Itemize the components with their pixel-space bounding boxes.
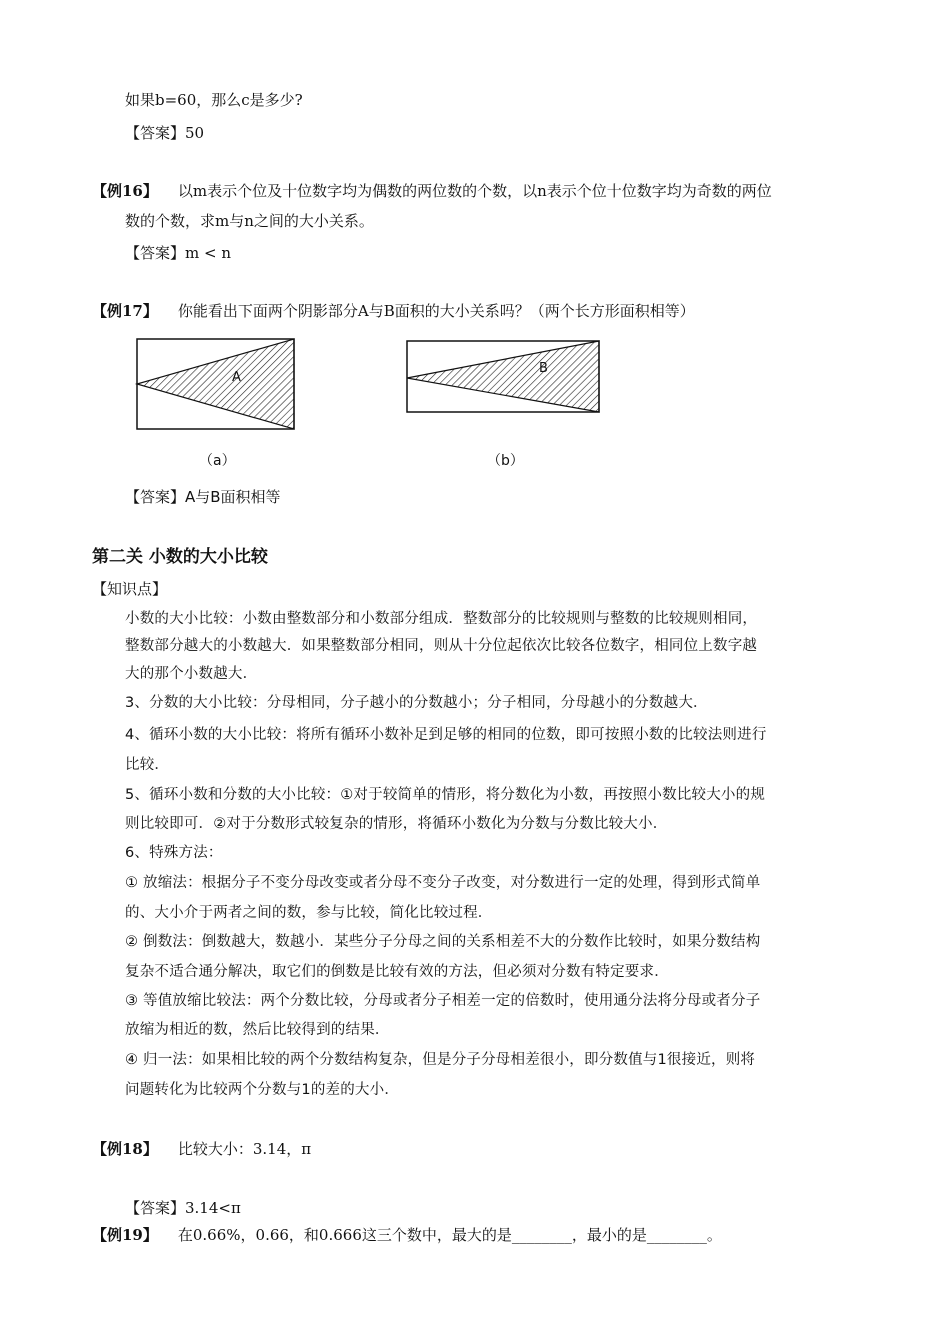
answer-text: 【答案】A与B面积相等 bbox=[125, 488, 281, 506]
shaded-triangle-a bbox=[137, 339, 294, 429]
example-text: 在0.66%，0.66，和0.666这三个数中，最大的是________，最小的是________。 bbox=[177, 1226, 722, 1244]
knowledge-line: 4、循环小数的大小比较：将所有循环小数补足到足够的相同的位数，即可按照小数的比较法则进行 bbox=[125, 727, 767, 743]
example-16 bbox=[92, 181, 772, 201]
example-text: 比较大小：3.14，π bbox=[177, 1140, 312, 1158]
example-text: 以m表示个位及十位数字均为偶数的两位数的个数，以n表示个位十位数字均为奇数的两位 bbox=[177, 182, 772, 200]
figure-b bbox=[402, 336, 604, 418]
knowledge-line: 问题转化为比较两个分数与1的差的大小． bbox=[125, 1082, 400, 1098]
example-label: 【例17】 bbox=[92, 302, 158, 320]
shaded-triangle-b bbox=[407, 341, 599, 412]
knowledge-heading: 【知识点】 bbox=[92, 580, 168, 598]
knowledge-line: 大的那个小数越大． bbox=[125, 666, 258, 682]
knowledge-line: 放缩为相近的数，然后比较得到的结果． bbox=[125, 1022, 390, 1038]
knowledge-line: 3、分数的大小比较：分母相同，分子越小的分数越小；分子相同，分母越小的分数越大． bbox=[125, 695, 708, 711]
knowledge-line: ③ 等值放缩比较法：两个分数比较，分母或者分子相差一定的倍数时，使用通分法将分母或者分子 bbox=[125, 993, 761, 1009]
caption-b: （b） bbox=[487, 453, 524, 469]
example-17 bbox=[92, 301, 695, 321]
knowledge-line: ① 放缩法：根据分子不变分母改变或者分母不变分子改变，对分数进行一定的处理，得到形式简单 bbox=[125, 875, 761, 891]
example-label: 【例19】 bbox=[92, 1226, 158, 1244]
answer-text: 【答案】50 bbox=[125, 124, 205, 142]
knowledge-line: 6、特殊方法： bbox=[125, 845, 223, 861]
knowledge-line: 复杂不适合通分解决，取它们的倒数是比较有效的方法，但必须对分数有特定要求． bbox=[125, 964, 669, 980]
answer-text: 【答案】3.14<π bbox=[125, 1199, 241, 1217]
knowledge-line: 的、大小介于两者之间的数，参与比较，简化比较过程． bbox=[125, 905, 493, 921]
knowledge-line: ④ 归一法：如果相比较的两个分数结构复杂，但是分子分母相差很小，即分数值与1很接近，则将 bbox=[125, 1052, 756, 1068]
knowledge-line: 则比较即可．②对于分数形式较复杂的情形，将循环小数化为分数与分数比较大小． bbox=[125, 816, 668, 832]
shape-label-b: B bbox=[539, 361, 548, 376]
example-text: 你能看出下面两个阴影部分A与B面积的大小关系吗？（两个长方形面积相等） bbox=[177, 302, 695, 320]
example-18 bbox=[92, 1139, 311, 1159]
knowledge-line: 整数部分越大的小数越大．如果整数部分相同，则从十分位起依次比较各位数字，相同位上数字越 bbox=[125, 638, 758, 654]
question-text: 如果b=60，那么c是多少? bbox=[125, 91, 303, 109]
example-text-cont: 数的个数，求m与n之间的大小关系。 bbox=[125, 212, 374, 230]
knowledge-line: 比较． bbox=[125, 757, 170, 773]
example-19 bbox=[92, 1225, 722, 1245]
example-label: 【例16】 bbox=[92, 182, 158, 200]
shape-label-a: A bbox=[232, 370, 241, 385]
knowledge-line: ② 倒数法：倒数越大，数越小．某些分子分母之间的关系相差不大的分数作比较时，如果分数结构 bbox=[125, 934, 761, 950]
figure-a bbox=[132, 334, 302, 434]
section-title: 第二关 小数的大小比较 bbox=[92, 547, 268, 567]
knowledge-line: 5、循环小数和分数的大小比较：①对于较简单的情形，将分数化为小数，再按照小数比较大小的规 bbox=[125, 787, 766, 803]
example-label: 【例18】 bbox=[92, 1140, 158, 1158]
answer-text: 【答案】m < n bbox=[125, 244, 231, 262]
knowledge-line: 小数的大小比较：小数由整数部分和小数部分组成．整数部分的比较规则与整数的比较规则相同， bbox=[125, 611, 758, 627]
caption-a: （a） bbox=[199, 453, 236, 469]
